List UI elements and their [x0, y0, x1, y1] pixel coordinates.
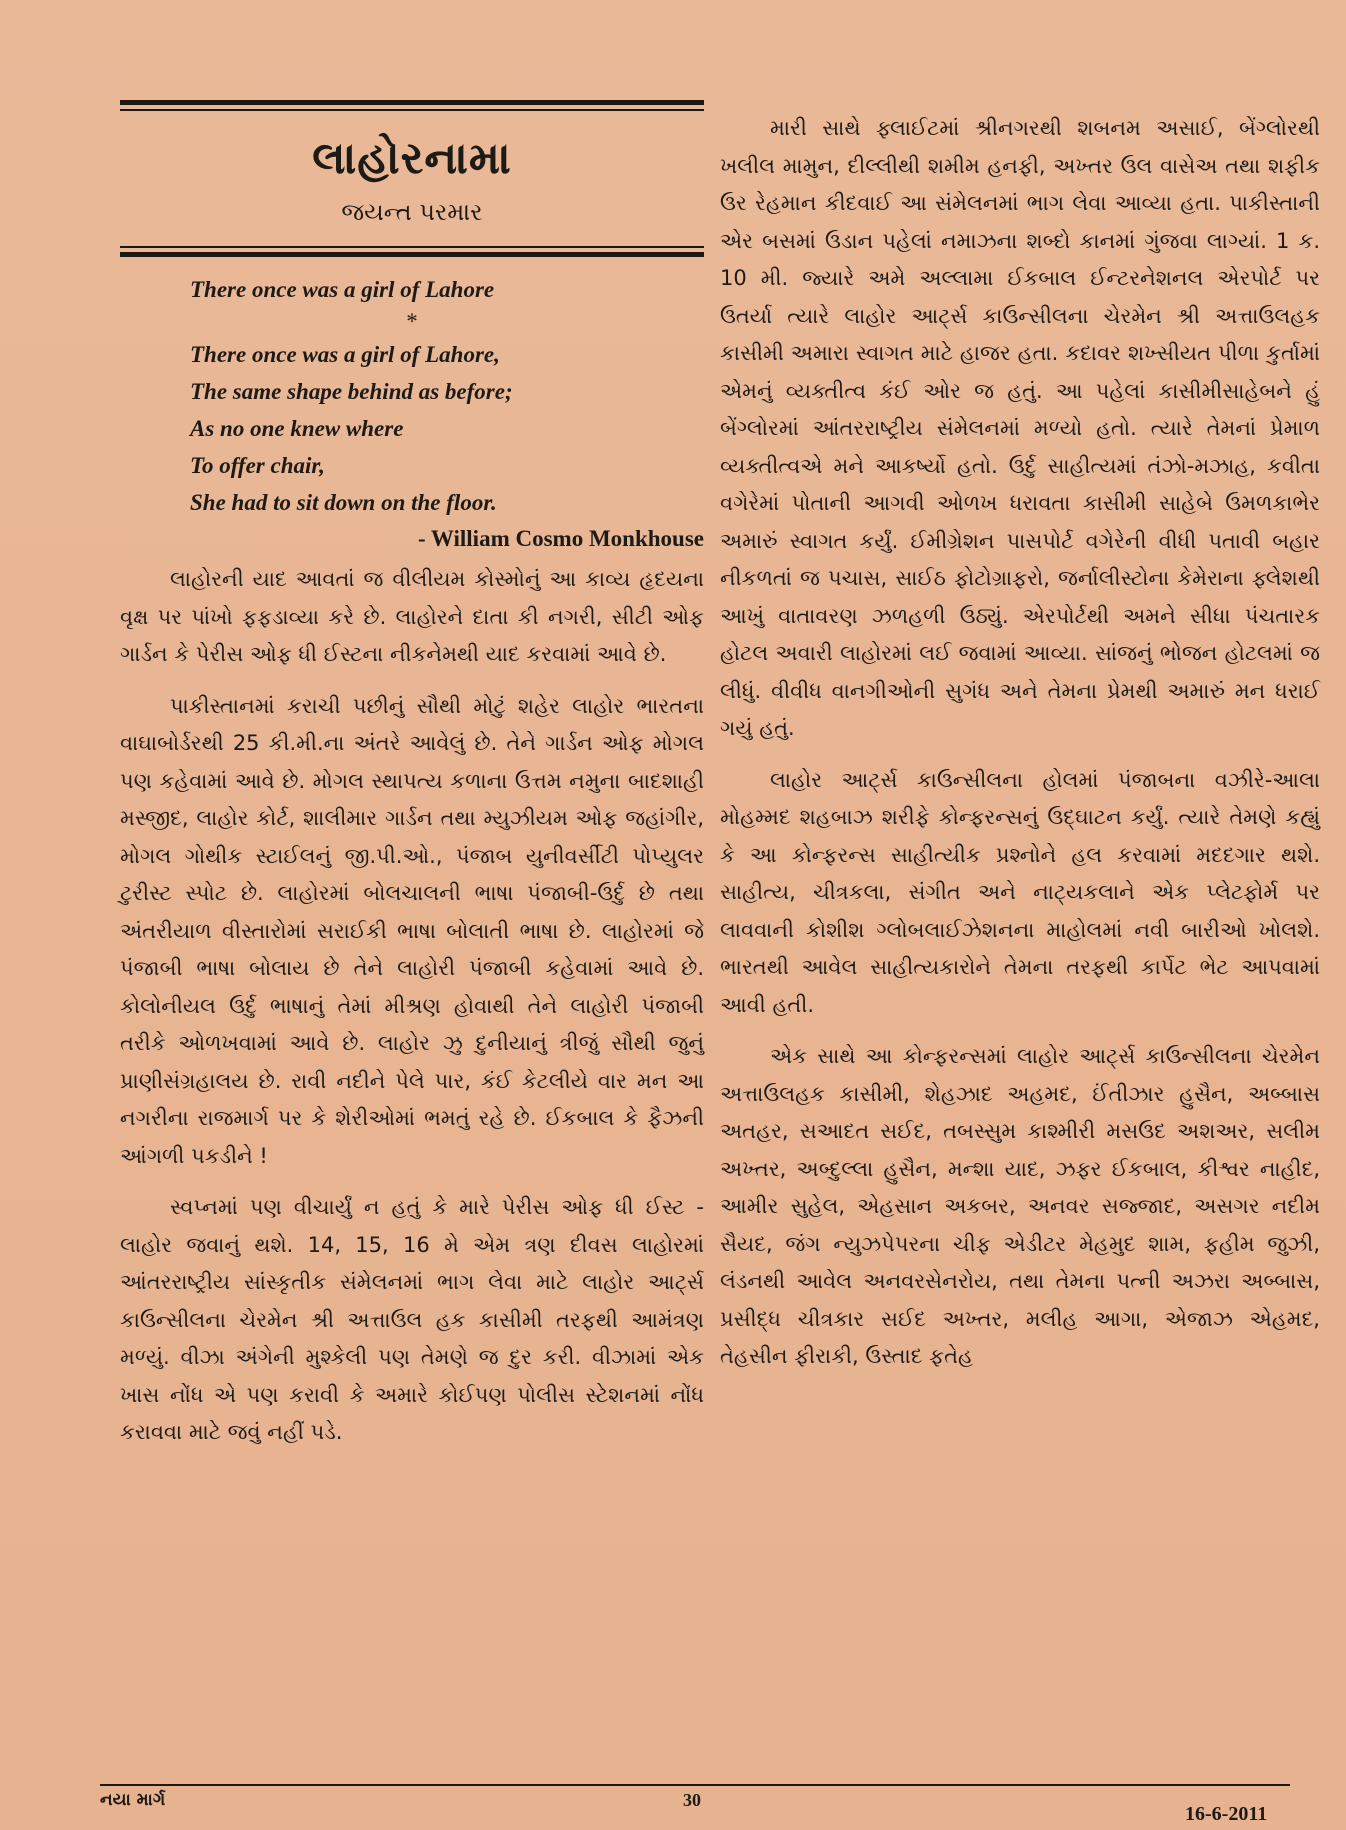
poem-line: She had to sit down on the floor.: [190, 490, 497, 515]
poem-line: The same shape behind as before;: [190, 379, 513, 404]
title-bottom-rule: [120, 252, 704, 257]
body-paragraph: એક સાથે આ કોન્ફરન્સમાં લાહોર આર્ટ્સ કાઉન્સીલના ચેરમેન અત્તાઉલહક કાસીમી, શેહઝાદ અહમદ, ઈંતીઝાર હુસૈન, અબ્બાસ અતહર, સઆદત સઈદ, તબસ્સુમ કાશ્મીરી મસઉદ અશઅર, સલીમ અખ્તર, અબ્દુલ્લા હુસૈન, મન્શા યાદ, ઝફર ઈકબાલ, કીશ્વર નાહીદ, આમીર સુહેલ, એહસાન અકબર, અનવર સજ્જાદ, અસગર નદીમ સૈયદ, જંગ ન્યુઝપેપરના ચીફ એડીટર મેહમુદ શામ, ફહીમ જુઝી, લંડનથી આવેલ અનવરસેનરોય, તથા તેમના પત્ની અઝરા અબ્બાસ, પ્રસીદ્ધ ચીત્રકાર સઈદ અખ્તર, મલીહ આગા, એજાઝ એહમદ, તેહસીન ફીરાકી, ઉસ્તાદ ફતેહ: [720, 1044, 1320, 1368]
title-top-rule: [120, 100, 704, 105]
epigraph-poem: [190, 271, 704, 521]
poem-separator: *: [406, 309, 418, 334]
body-paragraph: સ્વપ્નમાં પણ વીચાર્યું ન હતું કે મારે પેરીસ ઓફ ધી ઈસ્ટ - લાહોર જવાનું થશે. 14, 15, 16 મે એમ ત્રણ દીવસ લાહોરમાં આંતરરાષ્ટ્રીય સાંસ્કૃતીક સંમેલનમાં ભાગ લેવા માટે લાહોર આર્ટ્સ કાઉન્સીલના ચેરમેન શ્રી અત્તાઉલ હક કાસીમી તરફથી આમંત્રણ મળ્યું. વીઝા અંગેની મુશ્કેલી પણ તેમણે જ દુર કરી. વીઝામાં એક ખાસ નોંધ એ પણ કરાવી કે અમારે કોઈપણ પોલીસ સ્ટેશનમાં નોંધ કરાવવા માટે જવું નહીં પડે.: [120, 1195, 704, 1444]
footer-rule: [100, 1784, 1290, 1786]
article-author: જયન્ત પરમાર: [341, 198, 483, 226]
left-column: [120, 100, 704, 1466]
page-number: 30: [683, 1790, 701, 1810]
body-paragraph: લાહોરની યાદ આવતાં જ વીલીયમ કોસ્મોનું આ કાવ્ય હૃદયના વૃક્ષ પર પાંખો ફફડાવ્યા કરે છે. લાહોરને દાતા કી નગરી, સીટી ઓફ ગાર્ડન કે પેરીસ ઓફ ધી ઈસ્ટના નીકનેમથી યાદ કરવામાં આવે છે.: [120, 567, 704, 666]
poem-line: There once was a girl of Lahore: [190, 277, 495, 302]
magazine-name: નયા માર્ગ: [100, 1790, 166, 1810]
body-paragraph: મારી સાથે ફ્લાઈટમાં શ્રીનગરથી શબનમ અસાઈ, બેંગ્લોરથી ખલીલ મામુન, દીલ્લીથી શમીમ હનફી, અખ્તર ઉલ વાસેઅ તથા શફીક ઉર રેહમાન કીદવાઈ આ સંમેલનમાં ભાગ લેવા આવ્યા હતા. પાકીસ્તાની એર બસમાં ઉડાન પહેલાં નમાઝના શબ્દો કાનમાં ગુંજવા લાગ્યાં. 1 ક. 10 મી. જ્યારે અમે અલ્લામા ઈકબાલ ઈન્ટરનેશનલ એરપોર્ટ પર ઉતર્યા ત્યારે લાહોર આર્ટ્સ કાઉન્સીલના ચેરમેન શ્રી અત્તાઉલહક કાસીમી અમારા સ્વાગત માટે હાજર હતા. કદાવર શખ્સીયત પીળા કુર્તામાં એમનું વ્યક્તીત્વ કંઈ ઓર જ હતું. આ પહેલાં કાસીમીસાહેબને હું બેંગ્લોરમાં આંતરરાષ્ટ્રીય સંમેલનમાં મળ્યો હતો. ત્યારે તેમનાં પ્રેમાળ વ્યક્તીત્વએ મને આકર્ષ્યો હતો. ઉર્દુ સાહીત્યમાં તંઝો-મઝાહ, કવીતા વગેરેમાં પોતાની આગવી ઓળખ ધરાવતા કાસીમી સાહેબે ઉમળકાભેર અમારું સ્વાગત કર્યું. ઈમીગ્રેશન પાસપોર્ટ વગેરેની વીધી પતાવી બહાર નીકળતાં જ પચાસ, સાઈઠ ફોટોગ્રાફરો, જર્નાલીસ્ટોના કેમેરાના ફ્લેશથી આખું વાતાવરણ ઝળહળી ઉઠ્યું. એરપોર્ટથી અમને સીધા પંચતારક હોટલ અવારી લાહોરમાં લઈ જવામાં આવ્યા. સાંજનું ભોજન હોટલમાં જ લીધું. વીવીધ વાનગીઓની સુગંધ અને તેમના પ્રેમથી અમારું મન ધરાઈ ગયું હતું.: [720, 116, 1320, 740]
body-paragraph: પાકીસ્તાનમાં કરાચી પછીનું સૌથી મોટું શહેર લાહોર ભારતના વાઘાબોર્ડરથી 25 કી.મી.ના અંતરે આવેલું છે. તેને ગાર્ડન ઓફ મોગલ પણ કહેવામાં આવે છે. મોગલ સ્થાપત્ય કળાના ઉત્તમ નમુના બાદશાહી મસ્જીદ, લાહોર કોર્ટ, શાલીમાર ગાર્ડન તથા મ્યુઝીયમ ઓફ જહાંગીર, મોગલ ગોથીક સ્ટાઈલનું જી.પી.ઓ., પંજાબ યુનીવર્સીટી પોપ્યુલર ટુરીસ્ટ સ્પોટ છે. લાહોરમાં બોલચાલની ભાષા પંજાબી-ઉર્દુ છે તથા અંતરીયાળ વીસ્તારોમાં સરાઈકી ભાષા બોલાતી ભાષા છે. લાહોરમાં જે પંજાબી ભાષા બોલાય છે તેને લાહોરી પંજાબી કહેવામાં આવે છે. કોલોનીયલ ઉર્દુ ભાષાનું તેમાં મીશ્રણ હોવાથી તેને લાહોરી પંજાબી તરીકે ઓળખવામાં આવે છે. લાહોર ઝુ દુનીયાનું ત્રીજું સૌથી જુનું પ્રાણીસંગ્રહાલય છે. રાવી નદીને પેલે પાર, કંઈ કેટલીયે વાર મન આ નગરીના રાજમાર્ગ પર કે શેરીઓમાં ભમતું રહે છે. ઈકબાલ કે ફૈઝની આંગળી પકડીને !: [120, 693, 704, 1168]
body-paragraph: લાહોર આર્ટ્સ કાઉન્સીલના હોલમાં પંજાબના વઝીરે-આલા મોહમ્મદ શહબાઝ શરીફે કોન્ફરન્સનું ઉદ્ઘાટન કર્યું. ત્યારે તેમણે કહ્યું કે આ કોન્ફરન્સ સાહીત્યીક પ્રશ્નોને હલ કરવામાં મદદગાર થશે. સાહીત્ય, ચીત્રકલા, સંગીત અને નાટ્યકલાને એક પ્લેટફોર્મ પર લાવવાની કોશીશ ગ્લોબલાઈઝેશનના માહોલમાં નવી બારીઓ ખોલશે. ભારતથી આવેલ સાહીત્યકારોને તેમના તરફથી કાર્પેટ ભેટ આપવામાં આવી હતી.: [720, 767, 1320, 1017]
poem-attribution: - William Cosmo Monkhouse: [417, 526, 704, 551]
poem-line: As no one knew where: [190, 416, 404, 441]
title-top-rule-thin: [120, 109, 704, 111]
issue-date: 16-6-2011: [1185, 1803, 1268, 1825]
poem-line: There once was a girl of Lahore,: [190, 342, 500, 367]
article-title: લાહોરનામા: [312, 133, 512, 184]
right-column: [720, 110, 1320, 1390]
poem-line: To offer chair,: [190, 453, 325, 478]
title-bottom-rule-thin: [120, 246, 704, 248]
